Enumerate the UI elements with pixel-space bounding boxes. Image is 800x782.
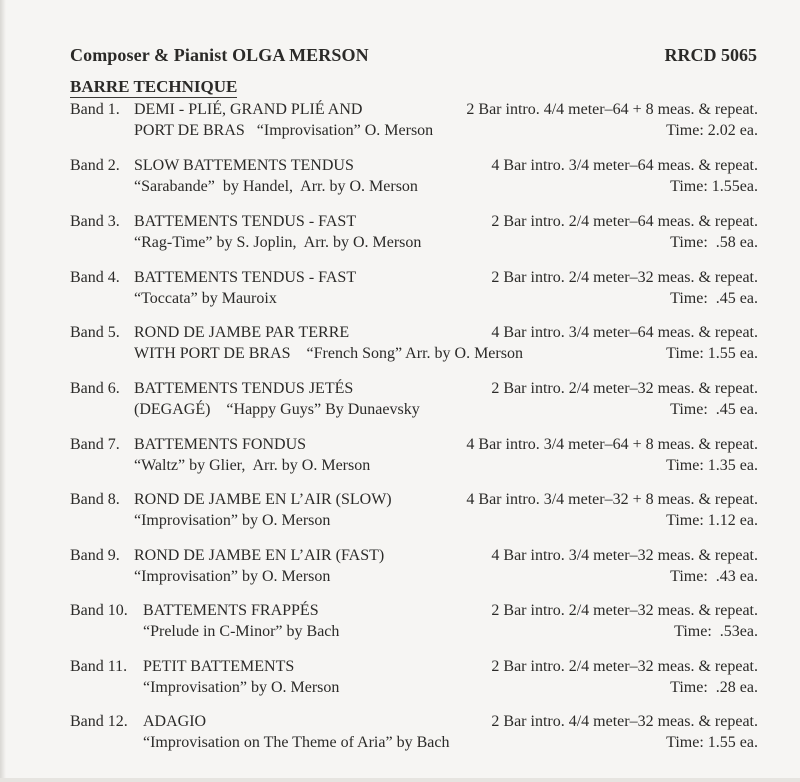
band-row-detail bbox=[70, 733, 760, 753]
band-title: BATTEMENTS FONDUS bbox=[134, 436, 307, 453]
band-row-detail bbox=[70, 121, 760, 141]
band-item bbox=[70, 323, 760, 367]
band-title: ROND DE JAMBE EN L’AIR (SLOW) bbox=[134, 491, 392, 508]
band-item bbox=[70, 268, 760, 312]
band-music-credit: “Prelude in C-Minor” by Bach bbox=[143, 623, 340, 640]
band-number: Band 3. bbox=[70, 213, 120, 230]
band-row-main bbox=[70, 100, 760, 120]
band-time: Time: 1.12 ea. bbox=[666, 512, 758, 529]
band-meter: 2 Bar intro. 2/4 meter–32 meas. & repeat. bbox=[491, 380, 758, 397]
band-title: BATTEMENTS TENDUS JETÉS bbox=[134, 380, 354, 397]
band-title: SLOW BATTEMENTS TENDUS bbox=[134, 157, 354, 174]
band-meter: 4 Bar intro. 3/4 meter–64 meas. & repeat. bbox=[491, 157, 758, 174]
band-row-detail bbox=[70, 344, 760, 364]
band-music-credit: “Toccata” by Mauroix bbox=[134, 290, 277, 307]
band-row-detail bbox=[70, 456, 760, 476]
band-music-credit: “Improvisation” by O. Merson bbox=[134, 512, 331, 529]
band-row-detail bbox=[70, 233, 760, 253]
band-row-main bbox=[70, 601, 760, 621]
band-item bbox=[70, 435, 760, 479]
band-item bbox=[70, 546, 760, 590]
band-row-main bbox=[70, 657, 760, 677]
catalog-number: RRCD 5065 bbox=[664, 45, 757, 65]
band-music-credit: WITH PORT DE BRAS “French Song” Arr. by O. Merson bbox=[134, 345, 523, 362]
band-number: Band 2. bbox=[70, 157, 120, 174]
band-row-main bbox=[70, 490, 760, 510]
band-row-main bbox=[70, 435, 760, 455]
band-title: ROND DE JAMBE PAR TERRE bbox=[134, 324, 350, 341]
band-time: Time: .28 ea. bbox=[670, 679, 758, 696]
band-number: Band 6. bbox=[70, 380, 120, 397]
band-number: Band 9. bbox=[70, 547, 120, 564]
band-time: Time: .45 ea. bbox=[670, 290, 758, 307]
band-time: Time: 1.55ea. bbox=[670, 178, 758, 195]
band-music-credit: “Sarabande” by Handel, Arr. by O. Merson bbox=[134, 178, 418, 195]
band-item bbox=[70, 712, 760, 756]
band-title: ROND DE JAMBE EN L’AIR (FAST) bbox=[134, 547, 385, 564]
band-number: Band 11. bbox=[70, 658, 128, 675]
band-music-credit: (DEGAGÉ) “Happy Guys” By Dunaevsky bbox=[134, 401, 420, 418]
band-item bbox=[70, 379, 760, 423]
band-row-main bbox=[70, 546, 760, 566]
band-meter: 4 Bar intro. 3/4 meter–32 + 8 meas. & repeat. bbox=[466, 491, 758, 508]
band-time: Time: 1.55 ea. bbox=[666, 345, 758, 362]
band-row-main bbox=[70, 323, 760, 343]
band-number: Band 4. bbox=[70, 269, 120, 286]
band-music-credit: “Rag-Time” by S. Joplin, Arr. by O. Merson bbox=[134, 234, 422, 251]
band-row-main bbox=[70, 268, 760, 288]
band-time: Time: .45 ea. bbox=[670, 401, 758, 418]
band-number: Band 1. bbox=[70, 101, 120, 118]
band-row-detail bbox=[70, 567, 760, 587]
band-title: BATTEMENTS FRAPPÉS bbox=[143, 602, 319, 619]
band-title: ADAGIO bbox=[143, 713, 207, 730]
band-row-detail bbox=[70, 400, 760, 420]
band-meter: 2 Bar intro. 2/4 meter–64 meas. & repeat. bbox=[491, 213, 758, 230]
band-row-main bbox=[70, 712, 760, 732]
band-row-detail bbox=[70, 289, 760, 309]
band-row-detail bbox=[70, 177, 760, 197]
band-number: Band 7. bbox=[70, 436, 120, 453]
band-item bbox=[70, 657, 760, 701]
band-time: Time: 1.35 ea. bbox=[666, 457, 758, 474]
band-music-credit: “Improvisation on The Theme of Aria” by Bach bbox=[143, 734, 450, 751]
band-title: BATTEMENTS TENDUS - FAST bbox=[134, 269, 357, 286]
band-music-credit: “Improvisation” by O. Merson bbox=[134, 568, 331, 585]
band-music-credit: PORT DE BRAS “Improvisation” O. Merson bbox=[134, 122, 434, 139]
band-time: Time: 2.02 ea. bbox=[666, 122, 758, 139]
page-bottom-edge bbox=[0, 778, 800, 782]
band-time: Time: .58 ea. bbox=[670, 234, 758, 251]
band-item bbox=[70, 490, 760, 534]
band-meter: 2 Bar intro. 2/4 meter–32 meas. & repeat. bbox=[491, 602, 758, 619]
band-meter: 2 Bar intro. 4/4 meter–32 meas. & repeat. bbox=[491, 713, 758, 730]
band-item bbox=[70, 212, 760, 256]
band-meter: 4 Bar intro. 3/4 meter–64 + 8 meas. & repeat. bbox=[466, 436, 758, 453]
section-title: BARRE TECHNIQUE bbox=[70, 77, 238, 96]
band-title: PETIT BATTEMENTS bbox=[143, 658, 295, 675]
band-time: Time: .53ea. bbox=[674, 623, 758, 640]
band-time: Time: 1.55 ea. bbox=[666, 734, 758, 751]
band-number: Band 12. bbox=[70, 713, 128, 730]
composer-header: Composer & Pianist OLGA MERSON bbox=[70, 45, 369, 65]
page-edge-shadow bbox=[0, 0, 6, 782]
band-row-main bbox=[70, 379, 760, 399]
band-row-detail bbox=[70, 622, 760, 642]
band-number: Band 8. bbox=[70, 491, 120, 508]
band-meter: 4 Bar intro. 3/4 meter–32 meas. & repeat. bbox=[491, 547, 758, 564]
band-item bbox=[70, 156, 760, 200]
band-meter: 2 Bar intro. 2/4 meter–32 meas. & repeat. bbox=[491, 658, 758, 675]
band-row-detail bbox=[70, 511, 760, 531]
band-item bbox=[70, 100, 760, 144]
band-number: Band 5. bbox=[70, 324, 120, 341]
band-number: Band 10. bbox=[70, 602, 128, 619]
band-meter: 2 Bar intro. 4/4 meter–64 + 8 meas. & repeat. bbox=[466, 101, 758, 118]
band-row-main bbox=[70, 156, 760, 176]
band-music-credit: “Improvisation” by O. Merson bbox=[143, 679, 340, 696]
band-row-detail bbox=[70, 678, 760, 698]
band-meter: 2 Bar intro. 2/4 meter–32 meas. & repeat. bbox=[491, 269, 758, 286]
band-title: BATTEMENTS TENDUS - FAST bbox=[134, 213, 357, 230]
band-title: DEMI - PLIÉ, GRAND PLIÉ AND bbox=[134, 101, 363, 118]
band-music-credit: “Waltz” by Glier, Arr. by O. Merson bbox=[134, 457, 371, 474]
band-row-main bbox=[70, 212, 760, 232]
band-time: Time: .43 ea. bbox=[670, 568, 758, 585]
band-item bbox=[70, 601, 760, 645]
band-meter: 4 Bar intro. 3/4 meter–64 meas. & repeat. bbox=[491, 324, 758, 341]
